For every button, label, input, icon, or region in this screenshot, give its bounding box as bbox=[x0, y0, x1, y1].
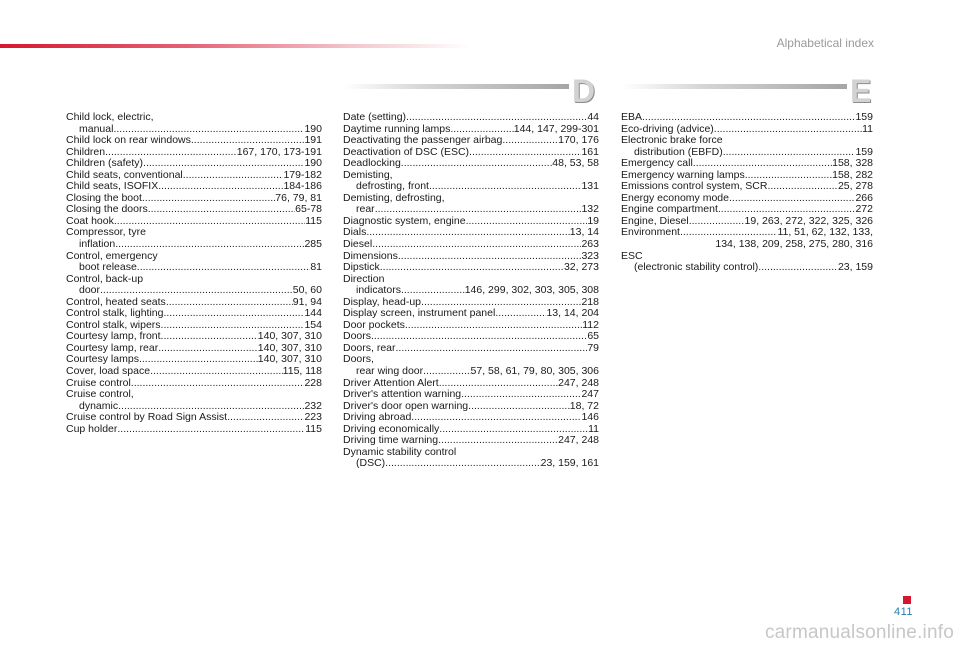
dot-leader bbox=[758, 262, 838, 274]
index-entry-line bbox=[621, 112, 873, 124]
dot-leader bbox=[767, 181, 838, 193]
entry-pages: 140, 307, 310 bbox=[257, 353, 322, 366]
watermark: carmanualsonline.info bbox=[764, 622, 954, 643]
entry-label: boot release bbox=[79, 261, 137, 274]
index-entry bbox=[343, 274, 599, 297]
entry-pages: 131 bbox=[581, 180, 599, 193]
index-entry-line bbox=[621, 158, 873, 170]
dot-leader bbox=[714, 124, 862, 136]
entry-label: indicators bbox=[356, 284, 401, 297]
entry-label: Eco-driving (advice) bbox=[621, 122, 714, 135]
entry-label: Diagnostic system, engine bbox=[343, 214, 466, 227]
entry-pages: 232 bbox=[304, 399, 322, 412]
entry-label: Dials bbox=[343, 226, 367, 239]
entry-pages: 247 bbox=[581, 388, 599, 401]
dot-leader bbox=[115, 239, 304, 251]
entry-label: Deactivating the passenger airbag bbox=[343, 134, 503, 147]
entry-pages: 11, 51, 62, 132, 133, bbox=[777, 226, 873, 239]
index-entry-line bbox=[66, 135, 322, 147]
entry-label: Closing the boot bbox=[66, 191, 142, 204]
entry-heading: Control, emergency bbox=[66, 249, 158, 262]
index-entry bbox=[621, 112, 873, 124]
index-entry-line bbox=[343, 389, 599, 401]
entry-label: Child seats, ISOFIX bbox=[66, 180, 159, 193]
dot-leader bbox=[438, 435, 558, 447]
dot-leader bbox=[158, 181, 283, 193]
index-entry bbox=[66, 389, 322, 412]
index-entry bbox=[343, 447, 599, 470]
index-entry bbox=[343, 239, 599, 251]
entry-label: Child lock on rear windows bbox=[66, 134, 191, 147]
entry-pages: 65 bbox=[587, 330, 599, 343]
entry-pages: 23, 159 bbox=[837, 261, 873, 274]
entry-label: Driving time warning bbox=[343, 434, 439, 447]
entry-pages: 13, 14 bbox=[569, 226, 599, 239]
index-entry bbox=[621, 227, 873, 250]
index-entry bbox=[343, 135, 599, 147]
index-entry-line bbox=[343, 458, 599, 470]
index-entry bbox=[66, 158, 322, 170]
entry-pages: 170, 176 bbox=[558, 134, 599, 147]
dot-leader bbox=[371, 331, 587, 343]
section-title: Alphabetical index bbox=[776, 36, 874, 50]
index-entry-line bbox=[66, 158, 322, 170]
entry-pages: 272 bbox=[855, 203, 873, 216]
entry-pages: 247, 248 bbox=[558, 376, 599, 389]
index-entry-line bbox=[66, 424, 322, 436]
header-accent-bar bbox=[0, 44, 470, 48]
entry-pages: 144, 147, 299-301 bbox=[513, 122, 599, 135]
entry-pages: 115 bbox=[305, 422, 322, 435]
index-entry bbox=[343, 389, 599, 401]
entry-label: rear wing door bbox=[356, 365, 424, 378]
entry-pages: 18, 72 bbox=[569, 399, 599, 412]
entry-label: Child seats, conventional bbox=[66, 168, 183, 181]
entry-label: Control stalk, wipers bbox=[66, 318, 161, 331]
index-entry bbox=[343, 320, 599, 332]
entry-pages: 132 bbox=[581, 203, 599, 216]
entry-heading: Child lock, electric, bbox=[66, 111, 154, 123]
entry-pages: 154 bbox=[304, 318, 322, 331]
index-entry bbox=[343, 343, 599, 355]
dot-leader bbox=[372, 239, 581, 251]
dot-leader bbox=[366, 227, 569, 239]
dot-leader bbox=[183, 170, 284, 182]
page-marker bbox=[903, 596, 911, 604]
dot-leader bbox=[406, 112, 587, 124]
entry-label: distribution (EBFD) bbox=[634, 145, 723, 158]
entry-pages: 32, 273 bbox=[563, 261, 599, 274]
entry-label: defrosting, front bbox=[356, 180, 429, 193]
dot-leader bbox=[227, 412, 304, 424]
index-entry-line bbox=[66, 366, 322, 378]
letter-e-divider bbox=[622, 84, 847, 89]
index-entry-line bbox=[343, 135, 599, 147]
dot-leader bbox=[693, 158, 832, 170]
entry-pages: 140, 307, 310 bbox=[257, 330, 322, 343]
entry-label: Children bbox=[66, 145, 106, 158]
index-entry-line bbox=[343, 366, 599, 378]
dot-leader bbox=[191, 135, 305, 147]
entry-label: (electronic stability control) bbox=[634, 261, 759, 274]
entry-pages: 112 bbox=[582, 318, 599, 331]
index-entry bbox=[343, 354, 599, 377]
entry-label: Coat hook bbox=[66, 214, 114, 227]
index-entry bbox=[343, 158, 599, 170]
dot-leader bbox=[142, 193, 275, 205]
index-entry-line bbox=[343, 112, 599, 124]
entry-label: Cup holder bbox=[66, 422, 118, 435]
entry-label: door bbox=[79, 284, 101, 297]
entry-pages: 266 bbox=[855, 191, 873, 204]
index-entry-line bbox=[343, 158, 599, 170]
dot-leader bbox=[405, 320, 582, 332]
dot-leader bbox=[401, 158, 552, 170]
entry-heading: Demisting, bbox=[343, 168, 393, 181]
entry-heading: Direction bbox=[343, 272, 385, 285]
entry-pages: 218 bbox=[581, 295, 599, 308]
entry-pages-continued: 134, 138, 209, 258, 275, 280, 316 bbox=[715, 238, 873, 251]
entry-label: Control, heated seats bbox=[66, 295, 166, 308]
entry-label: Closing the doors bbox=[66, 203, 148, 216]
dot-leader bbox=[398, 251, 582, 263]
dot-leader bbox=[461, 389, 581, 401]
entry-label: Engine compartment bbox=[621, 203, 718, 216]
entry-label: Deadlocking bbox=[343, 157, 401, 170]
index-entry bbox=[343, 262, 599, 274]
entry-pages: 146, 299, 302, 303, 305, 308 bbox=[464, 284, 599, 297]
entry-label: Energy economy mode bbox=[621, 191, 729, 204]
entry-label: Driving economically bbox=[343, 422, 440, 435]
entry-label: Emergency call bbox=[621, 157, 693, 170]
entry-label: Cover, load space bbox=[66, 365, 151, 378]
index-entry-line bbox=[343, 227, 599, 239]
index-entry-line bbox=[343, 251, 599, 263]
entry-pages: 285 bbox=[304, 238, 322, 251]
entry-heading: Dynamic stability control bbox=[343, 445, 457, 458]
index-entry-line bbox=[66, 262, 322, 274]
entry-pages: 11 bbox=[862, 122, 873, 135]
entry-label: Courtesy lamp, rear bbox=[66, 341, 159, 354]
index-entry bbox=[66, 112, 322, 135]
entry-pages: 184-186 bbox=[283, 180, 322, 193]
entry-pages: 146 bbox=[581, 411, 599, 424]
entry-label: Dimensions bbox=[343, 249, 398, 262]
entry-heading: Compressor, tyre bbox=[66, 226, 146, 239]
dot-leader bbox=[139, 354, 258, 366]
entry-label: Diesel bbox=[343, 238, 373, 251]
entry-pages: 11 bbox=[588, 422, 599, 435]
entry-label: Environment bbox=[621, 226, 680, 239]
index-entry bbox=[343, 251, 599, 263]
entry-label: Cruise control by Road Sign Assist bbox=[66, 411, 228, 424]
dot-leader bbox=[143, 158, 304, 170]
page-number: 411 bbox=[894, 606, 914, 618]
entry-label: Dipstick bbox=[343, 261, 380, 274]
index-entry bbox=[66, 274, 322, 297]
entry-label: Control stalk, lighting bbox=[66, 307, 164, 320]
dot-leader bbox=[150, 366, 283, 378]
index-entry bbox=[343, 170, 599, 193]
index-entry bbox=[66, 366, 322, 378]
dot-leader bbox=[158, 343, 258, 355]
entry-pages: 190 bbox=[304, 122, 322, 135]
entry-pages: 115 bbox=[305, 214, 322, 227]
dot-leader bbox=[137, 262, 311, 274]
entry-pages: 65-78 bbox=[295, 203, 322, 216]
index-entry-line bbox=[343, 320, 599, 332]
dot-leader bbox=[729, 193, 855, 205]
entry-pages: 57, 58, 61, 79, 80, 305, 306 bbox=[470, 365, 599, 378]
entry-pages: 158, 282 bbox=[832, 168, 873, 181]
entry-pages: 190 bbox=[304, 157, 322, 170]
entry-heading: Electronic brake force bbox=[621, 134, 723, 147]
index-entry-line bbox=[343, 343, 599, 355]
entry-pages: 19, 263, 272, 322, 325, 326 bbox=[744, 214, 873, 227]
entry-pages: 13, 14, 204 bbox=[546, 307, 599, 320]
dot-leader bbox=[429, 181, 582, 193]
entry-label: Driving abroad bbox=[343, 411, 412, 424]
dot-leader bbox=[642, 112, 855, 124]
entry-pages: 91, 94 bbox=[292, 295, 322, 308]
entry-pages: 179-182 bbox=[283, 168, 322, 181]
index-column-e bbox=[621, 112, 873, 274]
entry-pages: 44 bbox=[587, 111, 599, 123]
entry-label: Courtesy lamps bbox=[66, 353, 139, 366]
dot-leader bbox=[502, 135, 558, 147]
dot-leader bbox=[117, 424, 305, 436]
entry-label: inflation bbox=[79, 238, 116, 251]
index-entry-line bbox=[66, 239, 322, 251]
entry-pages: 76, 79, 81 bbox=[275, 191, 322, 204]
index-column-d bbox=[343, 112, 599, 470]
entry-pages: 115, 118 bbox=[282, 365, 322, 378]
index-entry-line bbox=[343, 216, 599, 228]
entry-pages: 23, 159, 161 bbox=[540, 457, 599, 470]
index-entry bbox=[66, 251, 322, 274]
entry-pages: 50, 60 bbox=[292, 284, 322, 297]
dot-leader bbox=[161, 331, 258, 343]
entry-label: EBA bbox=[621, 111, 643, 123]
entry-pages: 228 bbox=[304, 376, 322, 389]
dot-leader bbox=[396, 343, 588, 355]
entry-label: Doors, rear bbox=[343, 341, 396, 354]
entry-label: manual bbox=[79, 122, 114, 135]
letter-d-divider bbox=[344, 84, 569, 89]
entry-pages: 159 bbox=[855, 111, 873, 123]
index-entry bbox=[621, 251, 873, 274]
entry-label: Door pockets bbox=[343, 318, 405, 331]
entry-label: Display screen, instrument panel bbox=[343, 307, 496, 320]
entry-label: Driver Attention Alert bbox=[343, 376, 439, 389]
dot-leader bbox=[385, 458, 540, 470]
index-entry bbox=[66, 227, 322, 250]
entry-label: Driver's attention warning bbox=[343, 388, 462, 401]
index-entry bbox=[343, 227, 599, 239]
entry-pages: 223 bbox=[304, 411, 322, 424]
entry-pages: 263 bbox=[581, 238, 599, 251]
entry-label: Daytime running lamps bbox=[343, 122, 451, 135]
dot-leader bbox=[131, 378, 305, 390]
entry-pages: 167, 170, 173-191 bbox=[236, 145, 322, 158]
entry-pages: 158, 328 bbox=[832, 157, 873, 170]
index-entry bbox=[66, 424, 322, 436]
entry-pages: 247, 248 bbox=[558, 434, 599, 447]
index-entry bbox=[343, 216, 599, 228]
index-entry-line bbox=[343, 239, 599, 251]
dot-leader bbox=[166, 297, 293, 309]
index-letter-e: E bbox=[850, 73, 872, 109]
entry-label: Courtesy lamp, front bbox=[66, 330, 161, 343]
entry-pages: 140, 307, 310 bbox=[257, 341, 322, 354]
index-entry bbox=[621, 158, 873, 170]
entry-pages: 159 bbox=[855, 145, 873, 158]
dot-leader bbox=[148, 204, 295, 216]
entry-heading: Control, back-up bbox=[66, 272, 144, 285]
entry-label: dynamic bbox=[79, 399, 119, 412]
entry-label: Engine, Diesel bbox=[621, 214, 689, 227]
index-entry bbox=[66, 135, 322, 147]
entry-label: (DSC) bbox=[356, 457, 386, 470]
dot-leader bbox=[689, 216, 745, 228]
entry-pages: 191 bbox=[304, 134, 322, 147]
entry-pages: 48, 53, 58 bbox=[552, 157, 599, 170]
entry-heading: Doors, bbox=[343, 353, 374, 366]
index-entry bbox=[621, 135, 873, 158]
entry-label: Emergency warning lamps bbox=[621, 168, 745, 181]
entry-pages: 25, 278 bbox=[837, 180, 873, 193]
entry-label: Emissions control system, SCR bbox=[621, 180, 768, 193]
index-letter-d: D bbox=[572, 73, 596, 109]
entry-label: Deactivation of DSC (ESC) bbox=[343, 145, 470, 158]
dot-leader bbox=[423, 366, 470, 378]
dot-leader bbox=[380, 262, 564, 274]
index-entry bbox=[343, 112, 599, 124]
entry-label: Cruise control bbox=[66, 376, 131, 389]
entry-pages: 323 bbox=[581, 249, 599, 262]
index-column-c bbox=[66, 112, 322, 435]
entry-pages: 19 bbox=[587, 214, 599, 227]
index-entry-line bbox=[621, 262, 873, 274]
entry-heading: ESC bbox=[621, 249, 643, 262]
entry-pages: 161 bbox=[581, 145, 599, 158]
dot-leader bbox=[163, 308, 304, 320]
entry-label: Display, head-up bbox=[343, 295, 422, 308]
entry-label: Children (safety) bbox=[66, 157, 144, 170]
entry-label: Date (setting) bbox=[343, 111, 407, 123]
entry-label: Doors bbox=[343, 330, 372, 343]
entry-pages: 81 bbox=[310, 261, 322, 274]
entry-pages: 79 bbox=[587, 341, 599, 354]
entry-heading: Cruise control, bbox=[66, 388, 134, 401]
entry-pages: 144 bbox=[304, 307, 322, 320]
index-entry bbox=[343, 193, 599, 216]
entry-label: Driver's door open warning bbox=[343, 399, 469, 412]
entry-label: rear bbox=[356, 203, 375, 216]
entry-heading: Demisting, defrosting, bbox=[343, 191, 445, 204]
dot-leader bbox=[468, 401, 570, 413]
index-entry-line bbox=[343, 262, 599, 274]
dot-leader bbox=[495, 308, 546, 320]
